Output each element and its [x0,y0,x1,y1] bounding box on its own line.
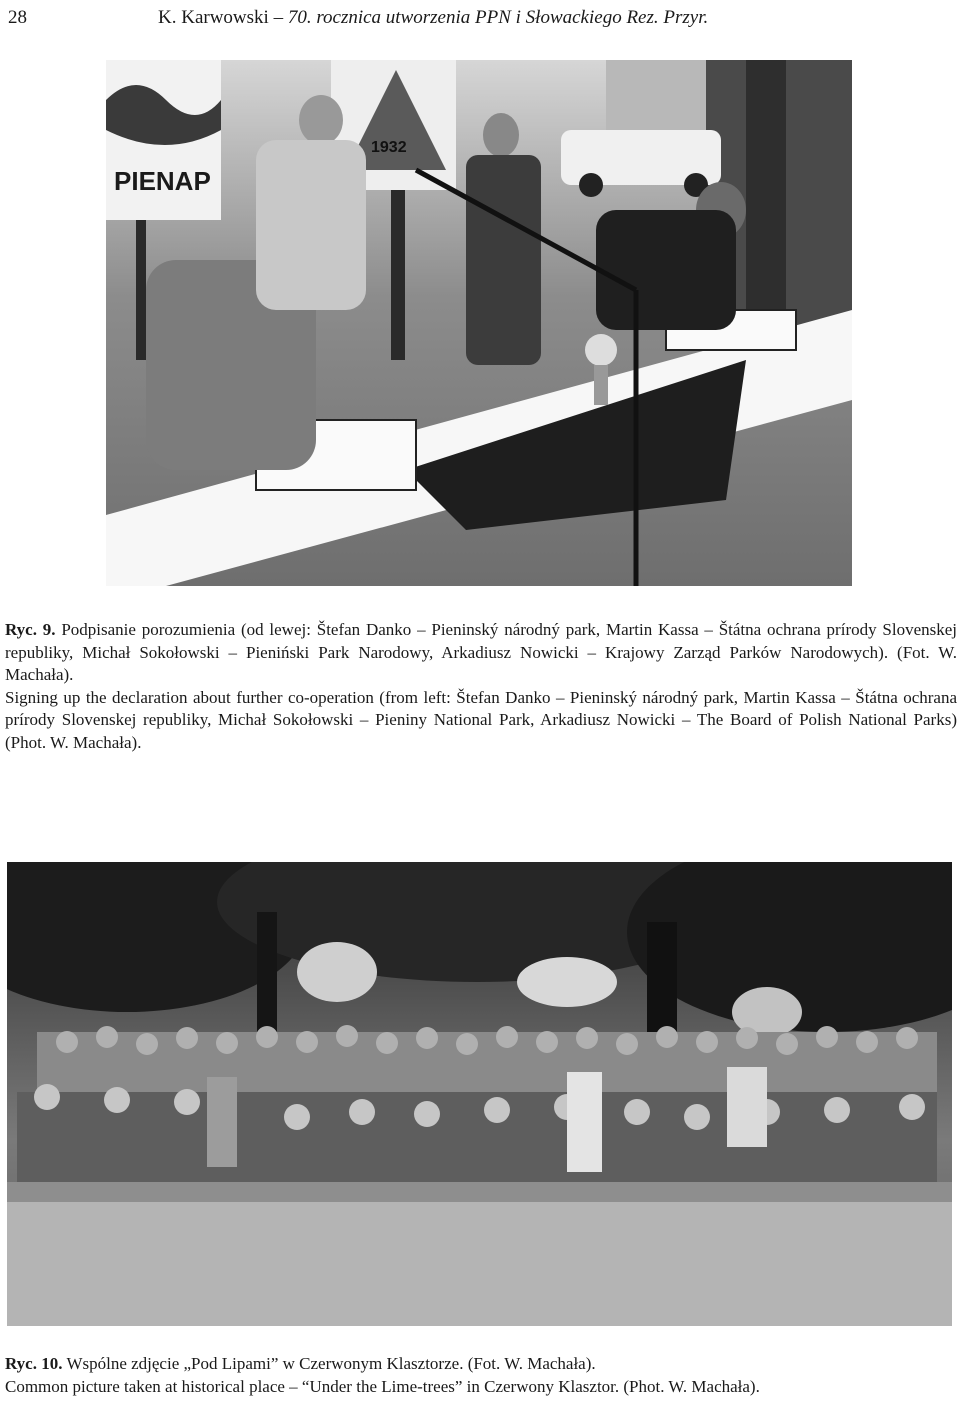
running-header [8,6,948,30]
figure-9-label: Ryc. 9. [5,620,56,639]
figure-9-caption-english: Signing up the declaration about further co-operation (from left: Štefan Danko – Pieninský národný park, Martin Kassa – Štátna ochrana prírody Slovenskej republiky, Michał Sokołowski – Pieniny National Park, Arkadiusz Nowicki – The Board of Polish National Parks) (Phot. W. Machała). [5,687,957,752]
photo-signing-ceremony [106,60,852,586]
figure-9-caption-polish [5,619,957,687]
figure-9-caption-polish-text: Podpisanie porozumienia (od lewej: Štefan Danko – Pieninský národný park, Martin Kassa – Štátna ochrana prírody Slovenskej republiky, Michał Sokołowski – Pieniński Park Narodowy, Arkadiusz Nowicki – Krajowy Zarząd Parków Narodowych). (Fot. W. Machała). [5,620,957,684]
sign-pienap-text: PIENAP [114,166,211,196]
figure-10-caption [5,1352,957,1398]
sign-emblem-year: 1932 [371,139,407,156]
photo-group-picture-image [7,862,952,1326]
figure-10-caption-polish [5,1352,957,1375]
photo-signing-ceremony-image [106,60,852,586]
figure-10-caption-english: Common picture taken at historical place – “Under the Lime-trees” in Czerwony Klasztor. (Phot. W. Machała). [5,1377,760,1396]
photo-group-picture [7,862,952,1326]
figure-10-caption-polish-text: Wspólne zdjęcie „Pod Lipami” w Czerwonym Klasztorze. (Fot. W. Machała). [66,1354,596,1373]
figure-10-label: Ryc. 10. [5,1354,63,1373]
header-article-title: 70. rocznica utworzenia PPN i Słowackiego Rez. Przyr. [287,7,709,28]
header-author: K. Karwowski – [158,7,284,28]
figure-9-caption [5,619,957,754]
page-number: 28 [8,7,27,28]
running-title [158,6,708,30]
